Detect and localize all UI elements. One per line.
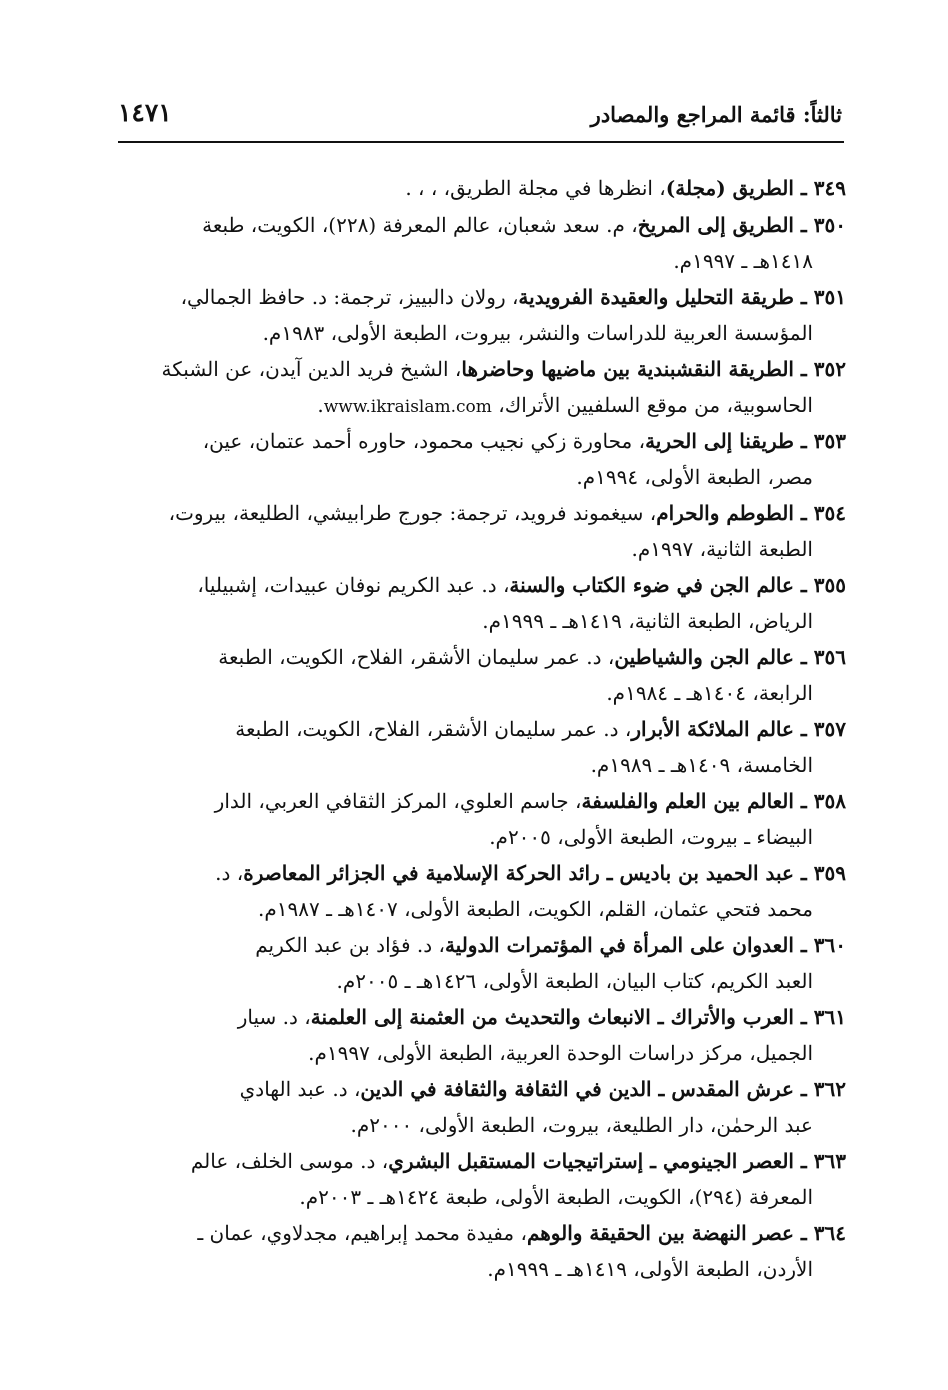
entry-details: ، د. سيار bbox=[237, 1005, 311, 1029]
bibliography-entry: ٣٥٧ ـ عالم الملائكة الأبرار، د. عمر سليمان الأشقر، الفلاح، الكويت، الطبعة الخامسة، ١٤٠٩هـ ـ ١٩٨٩م. bbox=[118, 711, 846, 783]
entry-number: ٣٥١ bbox=[813, 285, 846, 309]
bibliography-entry: ٣٤٩ ـ الطريق (مجلة)، انظرها في مجلة الطريق، ، ، . bbox=[405, 176, 846, 200]
entry-title: عبد الحميد بن باديس ـ رائد الحركة الإسلامية في الجزائر المعاصرة bbox=[243, 861, 794, 885]
entry-continuation: مصر، الطبعة الأولى، ١٩٩٤م. bbox=[576, 465, 813, 489]
bibliography-entry: ٣٥٦ ـ عالم الجن والشياطين، د. عمر سليمان الأشقر، الفلاح، الكويت، الطبعة الرابعة، ١٤٠٤هـ ـ ١٩٨٤م. bbox=[118, 639, 846, 711]
entry-continuation: الرابعة، ١٤٠٤هـ ـ ١٩٨٤م. bbox=[606, 681, 813, 705]
entry-title: طريقنا إلى الحرية bbox=[645, 429, 794, 453]
bibliography-entry: ٣٦٤ ـ عصر النهضة بين الحقيقة والوهم، مفيدة محمد إبراهيم، مجدلاوي، عمان ـ الأردن، الطبعة الأولى، ١٤١٩هـ ـ ١٩٩٩م. bbox=[118, 1215, 846, 1287]
entry-details: ، مفيدة محمد إبراهيم، مجدلاوي، عمان ـ bbox=[197, 1221, 527, 1245]
bibliography-entry: ٣٥٨ ـ العالم بين العلم والفلسفة، جاسم العلوي، المركز الثقافي العربي، الدار البيضاء ـ بيروت، الطبعة الأولى، ٢٠٠٥م. bbox=[118, 783, 846, 855]
entry-number: ٣٥٨ bbox=[813, 789, 846, 813]
bibliography-entry: ٣٦٢ ـ عرش المقدس ـ الدين في الثقافة والثقافة في الدين، د. عبد الهادي عبد الرحمٰن، دار الطليعة، بيروت، الطبعة الأولى، ٢٠٠٠م. bbox=[118, 1071, 846, 1143]
entry-number: ٣٥٩ bbox=[813, 861, 846, 885]
entry-title: عالم الملائكة الأبرار bbox=[631, 717, 794, 741]
entry-details: ، د. عمر سليمان الأشقر، الفلاح، الكويت، الطبعة bbox=[235, 717, 632, 741]
bibliography-entry: ٣٥٠ ـ الطريق إلى المريخ، م. سعد شعبان، عالم المعرفة (٢٢٨)، الكويت، طبعة ١٤١٨هـ ـ ١٩٩٧م. bbox=[118, 207, 846, 279]
entry-details: ، د. عمر سليمان الأشقر، الفلاح، الكويت، الطبعة bbox=[218, 645, 615, 669]
entry-continuation: ١٤١٨هـ ـ ١٩٩٧م. bbox=[673, 249, 813, 273]
entry-title: الطوطم والحرام bbox=[656, 501, 794, 525]
bibliography-entry: ٣٦١ ـ العرب والأتراك ـ الانبعاث والتحديث من العثمنة إلى العلمنة، د. سيار الجميل، مركز دراسات الوحدة العربية، الطبعة الأولى، ١٩٩٧م. bbox=[118, 999, 846, 1071]
entry-continuation: عبد الرحمٰن، دار الطليعة، بيروت، الطبعة الأولى، ٢٠٠٠م. bbox=[350, 1113, 813, 1137]
website-url: www.ikraislam.com bbox=[323, 397, 492, 417]
entry-continuation: العبد الكريم، كتاب البيان، الطبعة الأولى، ١٤٢٦هـ ـ ٢٠٠٥م. bbox=[336, 969, 813, 993]
entry-title: عالم الجن في ضوء الكتاب والسنة bbox=[509, 573, 794, 597]
entry-title: الطريق (مجلة) bbox=[665, 176, 794, 200]
entry-details: ، رولان دالبييز، ترجمة: د. حافظ الجمالي، bbox=[180, 285, 519, 309]
entry-details: ، محاورة زكي نجيب محمود، حاوره أحمد عتمان، عين، bbox=[202, 429, 646, 453]
entry-title: العدوان على المرأة في المؤتمرات الدولية bbox=[444, 933, 794, 957]
entry-details: ، د. عبد الهادي bbox=[239, 1077, 361, 1101]
entry-continuation: الرياض، الطبعة الثانية، ١٤١٩هـ ـ ١٩٩٩م. bbox=[482, 609, 813, 633]
entry-continuation: الأردن، الطبعة الأولى، ١٤١٩هـ ـ ١٩٩٩م. bbox=[487, 1257, 813, 1281]
entry-title: العالم بين العلم والفلسفة bbox=[581, 789, 794, 813]
entry-continuation: محمد فتحي عثمان، القلم، الكويت، الطبعة الأولى، ١٤٠٧هـ ـ ١٩٨٧م. bbox=[258, 897, 813, 921]
entry-number: ٣٥٢ bbox=[813, 357, 846, 381]
entry-details: ، الشيخ فريد الدين آيدن، عن الشبكة bbox=[161, 357, 462, 381]
entry-title: العصر الجينومي ـ إستراتيجيات المستقبل البشري bbox=[388, 1149, 794, 1173]
entry-details: ، سيغموند فرويد، ترجمة: جورج طرابيشي، الطليعة، بيروت، bbox=[168, 501, 657, 525]
header-rule bbox=[118, 141, 844, 143]
entry-continuation: الجميل، مركز دراسات الوحدة العربية، الطبعة الأولى، ١٩٩٧م. bbox=[308, 1041, 813, 1065]
entry-details: ، د. bbox=[215, 861, 244, 885]
entry-number: ٣٦٣ bbox=[813, 1149, 846, 1173]
entry-number: ٣٥٦ bbox=[813, 645, 846, 669]
entry-continuation bbox=[118, 387, 846, 425]
entry-continuation: الخامسة، ١٤٠٩هـ ـ ١٩٨٩م. bbox=[590, 753, 813, 777]
running-title: ثالثاً: قائمة المراجع والمصادر bbox=[590, 102, 842, 127]
bibliography-list bbox=[118, 170, 846, 1287]
page-number: ١٤٧١ bbox=[118, 98, 172, 127]
entry-number: ٣٦٤ bbox=[813, 1221, 846, 1245]
entry-number: ٣٦٢ bbox=[813, 1077, 846, 1101]
entry-continuation-text: الحاسوبية، من موقع السلفيين الأتراك، bbox=[491, 393, 813, 417]
entry-title: الطريقة النقشبندية بين ماضيها وحاضرها bbox=[461, 357, 794, 381]
entry-number: ٣٤٩ bbox=[813, 176, 846, 200]
bibliography-entry: ٣٥٢ ـ الطريقة النقشبندية بين ماضيها وحاضرها، الشيخ فريد الدين آيدن، عن الشبكة الحاسوبية، من موقع السلفيين الأتراك، www.ikraislam.com. bbox=[118, 351, 846, 423]
bibliography-entry: ٣٥١ ـ طريقة التحليل والعقيدة الفرويدية، رولان دالبييز، ترجمة: د. حافظ الجمالي، المؤسسة العربية للدراسات والنشر، بيروت، الطبعة الأولى، ١٩٨٣م. bbox=[118, 279, 846, 351]
entry-continuation: المؤسسة العربية للدراسات والنشر، بيروت، الطبعة الأولى، ١٩٨٣م. bbox=[262, 321, 813, 345]
entry-continuation: المعرفة (٢٩٤)، الكويت، الطبعة الأولى، طبعة ١٤٢٤هـ ـ ٢٠٠٣م. bbox=[299, 1185, 813, 1209]
entry-title: الطريق إلى المريخ bbox=[637, 213, 794, 237]
bibliography-entry: ٣٥٥ ـ عالم الجن في ضوء الكتاب والسنة، د. عبد الكريم نوفان عبيدات، إشبيليا، الرياض، الطبعة الثانية، ١٤١٩هـ ـ ١٩٩٩م. bbox=[118, 567, 846, 639]
bibliography-entry: ٣٥٤ ـ الطوطم والحرام، سيغموند فرويد، ترجمة: جورج طرابيشي، الطليعة، بيروت، الطبعة الثانية، ١٩٩٧م. bbox=[118, 495, 846, 567]
entry-number: ٣٥٥ bbox=[813, 573, 846, 597]
entry-title: عرش المقدس ـ الدين في الثقافة والثقافة في الدين bbox=[360, 1077, 794, 1101]
bibliography-entry: ٣٥٣ ـ طريقنا إلى الحرية، محاورة زكي نجيب محمود، حاوره أحمد عتمان، عين، مصر، الطبعة الأولى، ١٩٩٤م. bbox=[118, 423, 846, 495]
entry-details: ، جاسم العلوي، المركز الثقافي العربي، الدار bbox=[214, 789, 582, 813]
entry-number: ٣٥٤ bbox=[813, 501, 846, 525]
entry-title: العرب والأتراك ـ الانبعاث والتحديث من العثمنة إلى العلمنة bbox=[310, 1005, 794, 1029]
bibliography-entry: ٣٥٩ ـ عبد الحميد بن باديس ـ رائد الحركة الإسلامية في الجزائر المعاصرة، د. محمد فتحي عثمان، القلم، الكويت، الطبعة الأولى، ١٤٠٧هـ ـ ١٩٨٧م. bbox=[118, 855, 846, 927]
entry-number: ٣٦١ bbox=[813, 1005, 846, 1029]
entry-number: ٣٥٣ bbox=[813, 429, 846, 453]
entry-title: طريقة التحليل والعقيدة الفرويدية bbox=[518, 285, 794, 309]
entry-continuation: البيضاء ـ بيروت، الطبعة الأولى، ٢٠٠٥م. bbox=[489, 825, 813, 849]
entry-details: ، م. سعد شعبان، عالم المعرفة (٢٢٨)، الكويت، طبعة bbox=[202, 213, 638, 237]
entry-details: ، د. فؤاد بن عبد الكريم bbox=[255, 933, 445, 957]
entry-title: عالم الجن والشياطين bbox=[614, 645, 794, 669]
entry-number: ٣٥٠ bbox=[813, 213, 846, 237]
entry-details: ، د. عبد الكريم نوفان عبيدات، إشبيليا، bbox=[197, 573, 510, 597]
bibliography-entry: ٣٦٠ ـ العدوان على المرأة في المؤتمرات الدولية، د. فؤاد بن عبد الكريم العبد الكريم، كتاب البيان، الطبعة الأولى، ١٤٢٦هـ ـ ٢٠٠٥م. bbox=[118, 927, 846, 999]
page-header bbox=[118, 98, 842, 138]
entry-continuation: الطبعة الثانية، ١٩٩٧م. bbox=[631, 537, 813, 561]
entry-details: ، انظرها في مجلة الطريق، ، ، . bbox=[405, 176, 666, 200]
entry-continuation-end: . bbox=[317, 393, 324, 417]
entry-details: ، د. موسى الخلف، عالم bbox=[190, 1149, 389, 1173]
bibliography-entry: ٣٦٣ ـ العصر الجينومي ـ إستراتيجيات المستقبل البشري، د. موسى الخلف، عالم المعرفة (٢٩٤)، الكويت، الطبعة الأولى، طبعة ١٤٢٤هـ ـ ٢٠٠٣م. bbox=[118, 1143, 846, 1215]
entry-number: ٣٥٧ bbox=[813, 717, 846, 741]
entry-number: ٣٦٠ bbox=[813, 933, 846, 957]
entry-title: عصر النهضة بين الحقيقة والوهم bbox=[526, 1221, 794, 1245]
